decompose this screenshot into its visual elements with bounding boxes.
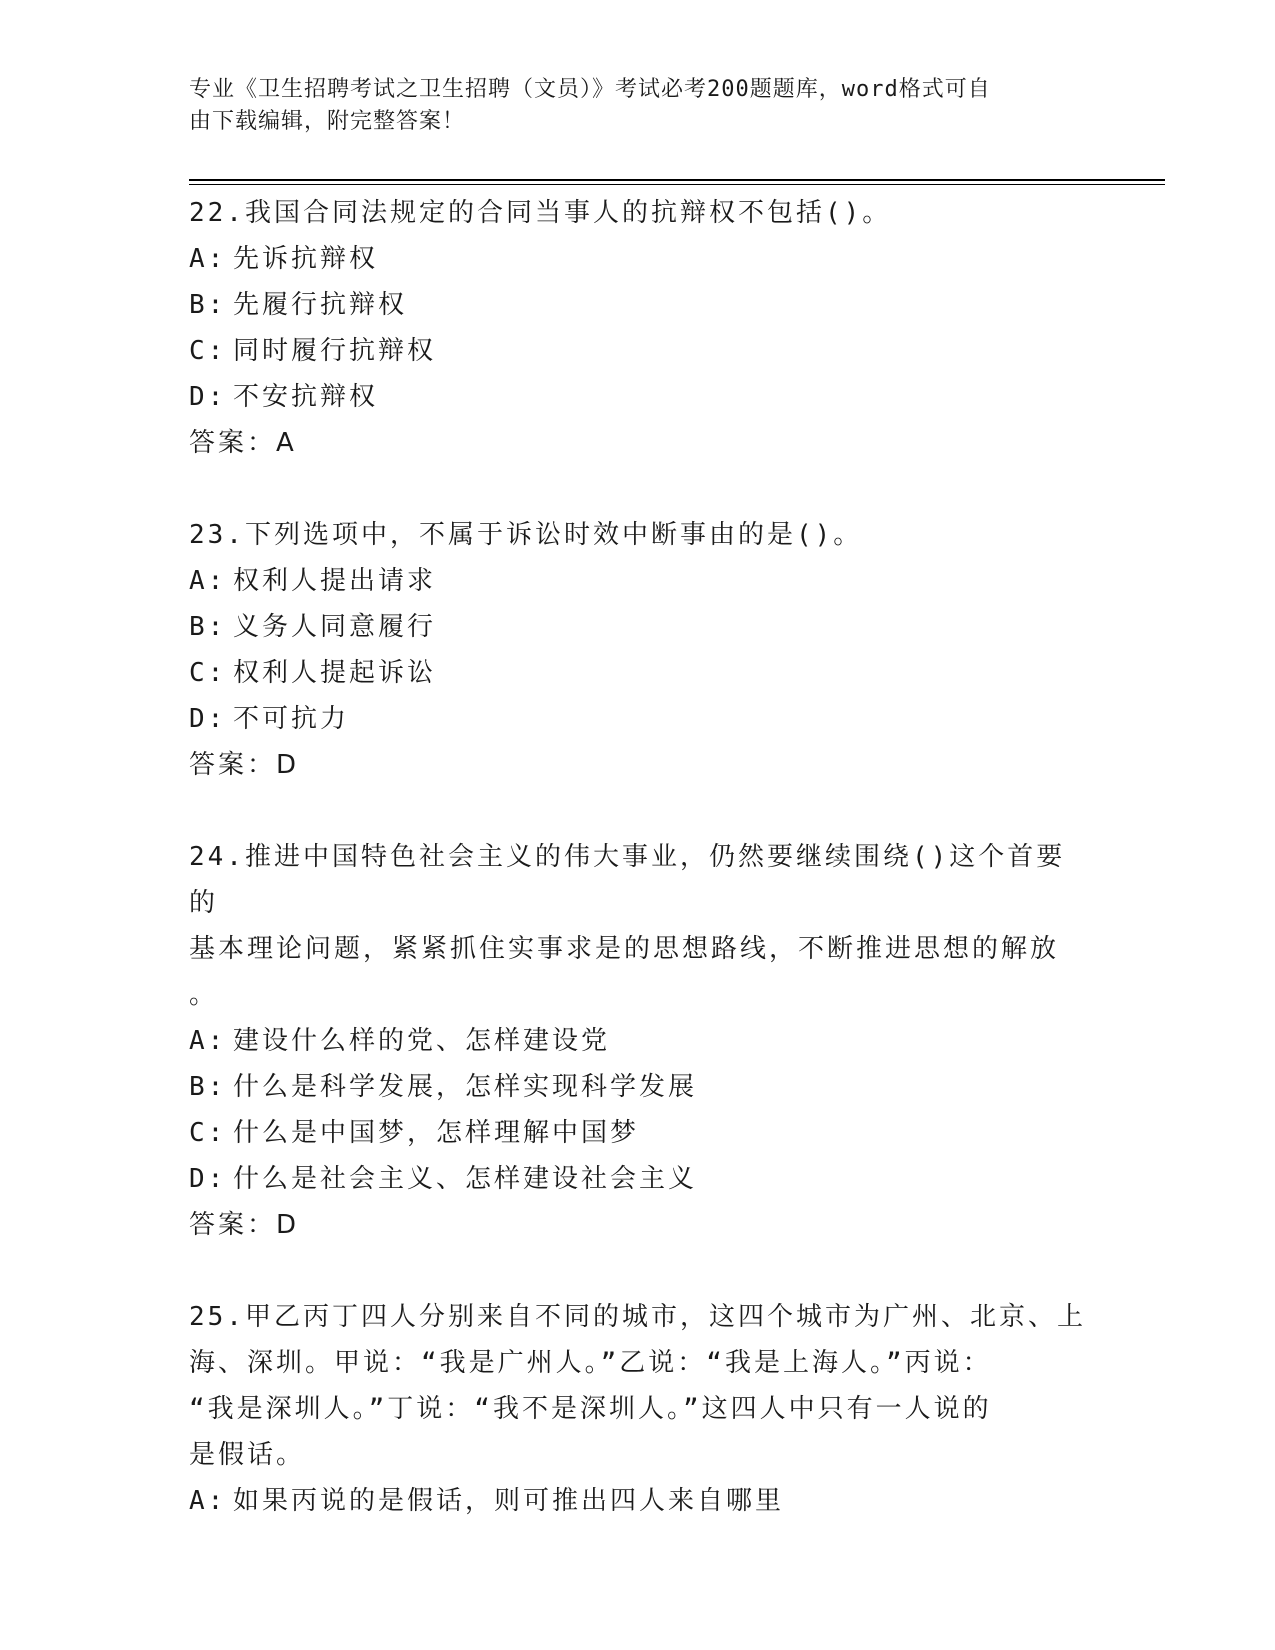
option-b xyxy=(189,1064,1089,1110)
option-a xyxy=(189,236,1089,282)
question-stem-line: 24.推进中国特色社会主义的伟大事业，仍然要继续围绕()这个首要的 xyxy=(189,842,1066,918)
question-stem-line: 25.甲乙丙丁四人分别来自不同的城市，这四个城市为广州、北京、上 xyxy=(189,1302,1086,1332)
option-key: C: xyxy=(189,1118,227,1148)
option-key: D: xyxy=(189,1164,227,1194)
option-text: 如果丙说的是假话，则可推出四人来自哪里 xyxy=(233,1486,785,1516)
question-22 xyxy=(189,190,1089,466)
option-a xyxy=(189,1478,1089,1524)
option-key: A: xyxy=(189,566,227,596)
option-text: 义务人同意履行 xyxy=(233,612,437,642)
option-key: B: xyxy=(189,612,227,642)
option-text: 先诉抗辩权 xyxy=(233,244,379,274)
option-c xyxy=(189,650,1089,696)
option-b xyxy=(189,282,1089,328)
header-line-2: 由下载编辑，附完整答案！ xyxy=(189,109,466,134)
answer-line: 答案：A xyxy=(189,428,297,458)
option-text: 建设什么样的党、怎样建设党 xyxy=(233,1026,611,1056)
option-d xyxy=(189,696,1089,742)
answer-line: 答案：D xyxy=(189,1210,300,1240)
option-a xyxy=(189,1018,1089,1064)
option-text: 权利人提起诉讼 xyxy=(233,658,437,688)
option-text: 什么是中国梦，怎样理解中国梦 xyxy=(233,1118,640,1148)
question-25 xyxy=(189,1294,1089,1524)
question-stem-line: 是假话。 xyxy=(189,1440,306,1470)
question-stem-line: 基本理论问题，紧紧抓住实事求是的思想路线，不断推进思想的解放 xyxy=(189,934,1060,964)
option-key: B: xyxy=(189,1072,227,1102)
option-key: C: xyxy=(189,336,227,366)
header-divider-thick xyxy=(189,179,1165,181)
header-line-1: 专业《卫生招聘考试之卫生招聘（文员）》考试必考200题题库，word格式可自 xyxy=(189,77,991,102)
option-key: D: xyxy=(189,382,227,412)
header-divider-thin xyxy=(189,184,1165,185)
option-key: D: xyxy=(189,704,227,734)
answer-line: 答案：D xyxy=(189,750,300,780)
option-text: 同时履行抗辩权 xyxy=(233,336,437,366)
option-c xyxy=(189,328,1089,374)
option-key: B: xyxy=(189,290,227,320)
question-list xyxy=(189,190,1089,1570)
option-a xyxy=(189,558,1089,604)
option-text: 先履行抗辩权 xyxy=(233,290,408,320)
option-text: 什么是社会主义、怎样建设社会主义 xyxy=(233,1164,698,1194)
option-d xyxy=(189,374,1089,420)
option-text: 什么是科学发展，怎样实现科学发展 xyxy=(233,1072,698,1102)
option-key: C: xyxy=(189,658,227,688)
option-text: 不可抗力 xyxy=(233,704,350,734)
document-header xyxy=(189,74,1089,138)
question-stem: 23.下列选项中，不属于诉讼时效中断事由的是()。 xyxy=(189,520,863,550)
option-key: A: xyxy=(189,1026,227,1056)
option-b xyxy=(189,604,1089,650)
option-text: 权利人提出请求 xyxy=(233,566,437,596)
question-stem-line: 。 xyxy=(189,980,219,1010)
option-c xyxy=(189,1110,1089,1156)
option-key: A: xyxy=(189,244,227,274)
option-text: 不安抗辩权 xyxy=(233,382,379,412)
question-stem-line: 海、深圳。甲说：“我是广州人。”乙说：“我是上海人。”丙说： xyxy=(189,1348,992,1378)
question-stem: 22.我国合同法规定的合同当事人的抗辩权不包括()。 xyxy=(189,198,892,228)
option-key: A: xyxy=(189,1486,227,1516)
question-23 xyxy=(189,512,1089,788)
option-d xyxy=(189,1156,1089,1202)
question-24 xyxy=(189,834,1089,1248)
question-stem-line: “我是深圳人。”丁说：“我不是深圳人。”这四人中只有一人说的 xyxy=(189,1394,992,1424)
